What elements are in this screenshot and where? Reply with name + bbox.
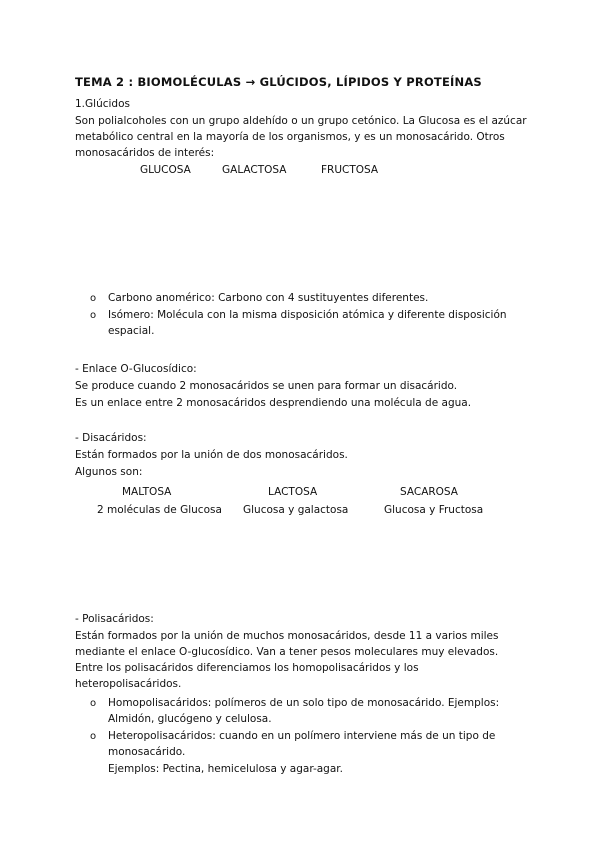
paragraph-line: Están formados por la unión de dos monosacáridos.	[75, 449, 348, 461]
disaccharide-composition: Glucosa y galactosa	[243, 504, 349, 516]
monosaccharide-label: FRUCTOSA	[321, 164, 379, 176]
bullet-text: Heteropolisacáridos: cuando en un polímero interviene más de un tipo de	[108, 730, 496, 742]
section-heading-polisacaridos: - Polisacáridos:	[75, 613, 154, 625]
monosaccharide-label: GLUCOSA	[140, 164, 191, 176]
bullet-mark: o	[90, 293, 97, 304]
bullet-text: espacial.	[108, 325, 155, 337]
section-heading-enlace: - Enlace O-Glucosídico:	[75, 363, 197, 375]
disaccharide-composition: Glucosa y Fructosa	[384, 504, 484, 516]
bullet-text: Homopolisacáridos: polímeros de un solo tipo de monosacárido. Ejemplos:	[108, 697, 500, 709]
bullet-text: monosacárido.	[108, 746, 186, 758]
paragraph-line: monosacáridos de interés:	[75, 147, 215, 159]
section-heading-glucidos: 1.Glúcidos	[75, 98, 130, 110]
paragraph-line: Son polialcoholes con un grupo aldehído o un grupo cetónico. La Glucosa es el azúcar	[75, 115, 527, 127]
disaccharide-composition: 2 moléculas de Glucosa	[97, 504, 222, 516]
paragraph-line: Es un enlace entre 2 monosacáridos desprendiendo una molécula de agua.	[75, 397, 472, 409]
section-heading-disacaridos: - Disacáridos:	[75, 432, 147, 444]
page-title: TEMA 2 : BIOMOLÉCULAS → GLÚCIDOS, LÍPIDOS Y PROTEÍNAS	[75, 75, 482, 89]
disaccharide-name: LACTOSA	[268, 486, 318, 498]
paragraph-line: Se produce cuando 2 monosacáridos se unen para formar un disacárido.	[75, 380, 458, 392]
disaccharide-name: MALTOSA	[122, 486, 172, 498]
paragraph-line: Algunos son:	[75, 466, 143, 478]
paragraph-line: Entre los polisacáridos diferenciamos los homopolisacáridos y los	[75, 662, 419, 674]
paragraph-line: heteropolisacáridos.	[75, 678, 182, 690]
paragraph-line: metabólico central en la mayoría de los organismos, y es un monosacárido. Otros	[75, 131, 505, 143]
bullet-mark: o	[90, 310, 97, 321]
bullet-text: Almidón, glucógeno y celulosa.	[108, 713, 272, 725]
bullet-text: Ejemplos: Pectina, hemicelulosa y agar-agar.	[108, 763, 343, 775]
paragraph-line: Están formados por la unión de muchos monosacáridos, desde 11 a varios miles	[75, 630, 499, 642]
bullet-mark: o	[90, 731, 97, 742]
paragraph-line: mediante el enlace O-glucosídico. Van a tener pesos moleculares muy elevados.	[75, 646, 499, 658]
bullet-text: Carbono anomérico: Carbono con 4 sustituyentes diferentes.	[108, 292, 429, 304]
bullet-text: Isómero: Molécula con la misma disposición atómica y diferente disposición	[108, 309, 507, 321]
disaccharide-name: SACAROSA	[400, 486, 458, 498]
bullet-mark: o	[90, 698, 97, 709]
monosaccharide-label: GALACTOSA	[222, 164, 287, 176]
